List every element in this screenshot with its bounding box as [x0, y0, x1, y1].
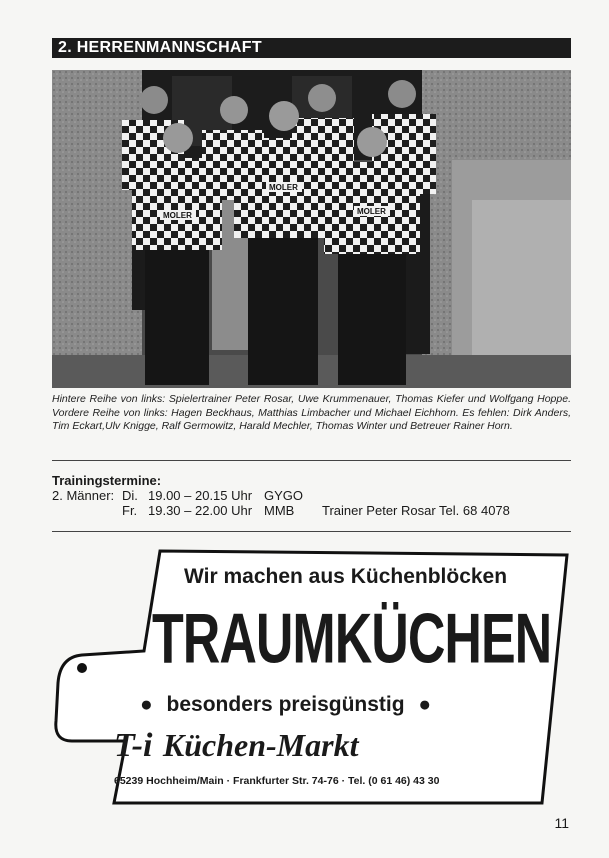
bullet-icon: ●: [418, 693, 432, 716]
ad-logo-row: [114, 727, 358, 765]
kitchen-advertisement: [52, 545, 574, 807]
ad-big-title: TRAUMKÜCHEN: [152, 600, 552, 679]
brand-logo-mark: T-i: [114, 727, 153, 764]
training-team: 2. Männer:: [52, 488, 115, 503]
jersey-sponsor-text: MOLER: [357, 207, 386, 216]
section-title: 2. HERRENMANNSCHAFT: [52, 38, 571, 58]
training-place: MMB: [264, 503, 295, 518]
team-photo: [52, 70, 571, 388]
training-day: Di.: [122, 488, 138, 503]
divider-top: [52, 460, 571, 461]
training-time: 19.00 – 20.15 Uhr: [148, 488, 253, 503]
ad-address: 65239 Hochheim/Main · Frankfurter Str. 74-76 · Tel. (0 61 46) 43 30: [114, 775, 440, 787]
training-place: GYGO: [264, 488, 304, 503]
training-title: Trainingstermine:: [52, 473, 162, 488]
training-day: Fr.: [122, 503, 138, 518]
bullet-icon: ●: [140, 693, 153, 716]
ad-headline: Wir machen aus Küchenblöcken: [184, 565, 508, 588]
photo-caption: Hintere Reihe von links: Spielertrainer Peter Rosar, Uwe Krummenauer, Thomas Kiefer und Wolfgang Hoppe. Vordere Reihe von links: Hagen Beckhaus, Matthias Limbacher und Michael Eichhorn. Es fehlen: Dirk Anders, Tim Eckart,Ulv Knigge, Ralf Germowitz, Harald Mechler, Thomas Winter und Betreuer Rainer Horn.: [52, 393, 571, 433]
page-number: 11: [554, 815, 569, 831]
training-time: 19.30 – 22.00 Uhr: [148, 503, 253, 518]
jersey-sponsor-text: MOLER: [269, 183, 298, 192]
ad-tagline: besonders preisgünstig: [166, 693, 405, 716]
training-note: Trainer Peter Rosar Tel. 68 4078: [322, 503, 510, 518]
divider-bottom: [52, 531, 571, 532]
jersey-sponsor-text: MOLER: [163, 211, 192, 220]
brand-name: Küchen-Markt: [162, 727, 359, 763]
ad-tagline-row: [140, 693, 431, 717]
